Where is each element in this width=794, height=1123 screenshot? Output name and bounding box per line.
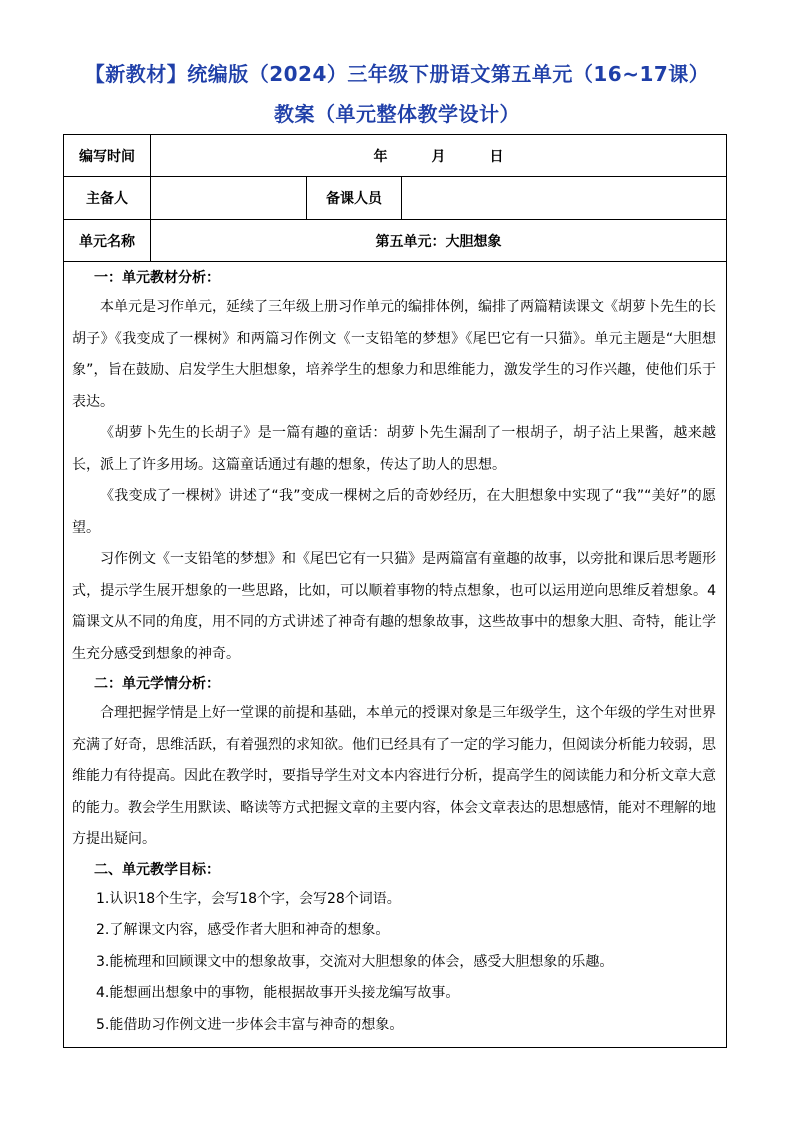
goal-item: 2.了解课文内容，感受作者大胆和神奇的想象。 [96,922,390,938]
preparer-label: 主备人 [64,177,151,220]
learner-heading: 二：单元学情分析： [94,676,220,692]
learner-paragraph: 合理把握学情是上好一堂课的前提和基础，本单元的授课对象是三年级学生，这个年级的学生对世界 充满了好奇，思维活跃，有着强烈的求知欲。他们已经具有了一定的学习能力，但阅读分析能力较弱，思 维能力有待提高。因此在教学时，要指导学生对文本内容进行分析，提高学生的阅读能力和分析文章大意 的能力。教会学生用默读、略读等方式把握文章的主要内容，体会文章表达的思想感情，能对不理解的地 方提出疑问。 [72,705,731,847]
unit-row [64,220,727,262]
content-row [64,262,727,1048]
date-row [64,135,727,177]
team-value [402,177,727,220]
lesson-plan-table [63,134,731,1048]
date-month: 月 [431,148,446,165]
preparer-value [151,177,307,220]
goals-heading: 二、单元教学目标： [94,861,220,878]
unit-label: 单元名称 [64,220,151,262]
goal-item: 4.能想画出想象中的事物，能根据故事开头接龙编写故事。 [96,985,460,1001]
analysis-paragraph: 《胡萝卜先生的长胡子》是一篇有趣的童话：胡萝卜先生漏刮了一根胡子，胡子沾上果酱，越来越长，派上了许多用场。这篇童话通过有趣的想象，传达了助人的思想。 [72,425,717,473]
analysis-paragraph: 习作例文《一支铅笔的梦想》和《尾巴它有一只猫》是两篇富有童趣的故事，以旁批和课后思考题形式，提示学生展开想象的一些思路，比如，可以顺着事物的特点想象，也可以运用逆向思维反着想象。4篇课文从不同的角度，用不同的方式讲述了神奇有趣的想象故事，这些故事中的想象大胆、奇特，能让学生充分感受到想象的神奇。 [72,551,717,662]
analysis-paragraph: 本单元是习作单元，延续了三年级上册习作单元的编排体例，编排了两篇精读课文《胡萝卜先生的长胡子》《我变成了一棵树》和两篇习作例文《一支铅笔的梦想》《尾巴它有一只猫》。单元主题是“大胆想象”，旨在鼓励、启发学生大胆想象，培养学生的想象力和思维能力，激发学生的习作兴趣，使他们乐于表达。 [72,299,717,410]
date-label: 编写时间 [64,135,151,177]
goal-item: 1.认识18个生字，会写18个字，会写28个词语。 [96,890,401,907]
date-year: 年 [373,148,388,165]
goal-item: 5.能借助习作例文进一步体会丰富与神奇的想象。 [96,1016,404,1033]
content-cell [64,262,731,1048]
document-title-line-2: 教案（单元整体教学设计） [274,102,520,126]
unit-value: 第五单元：大胆想象 [151,220,727,262]
date-value [151,135,727,177]
goal-item: 3.能梳理和回顾课文中的想象故事，交流对大胆想象的体会，感受大胆想象的乐趣。 [96,953,614,970]
date-day: 日 [489,148,504,165]
preparer-row [64,177,727,220]
team-label: 备课人员 [307,177,402,220]
analysis-paragraph: 《我变成了一棵树》讲述了“我”变成一棵树之后的奇妙经历，在大胆想象中实现了“我”“美好”的愿望。 [72,488,717,536]
analysis-heading: 一：单元教材分析： [94,270,220,286]
document-title-line-1: 【新教材】统编版（2024）三年级下册语文第五单元（16~17课） [84,62,710,86]
